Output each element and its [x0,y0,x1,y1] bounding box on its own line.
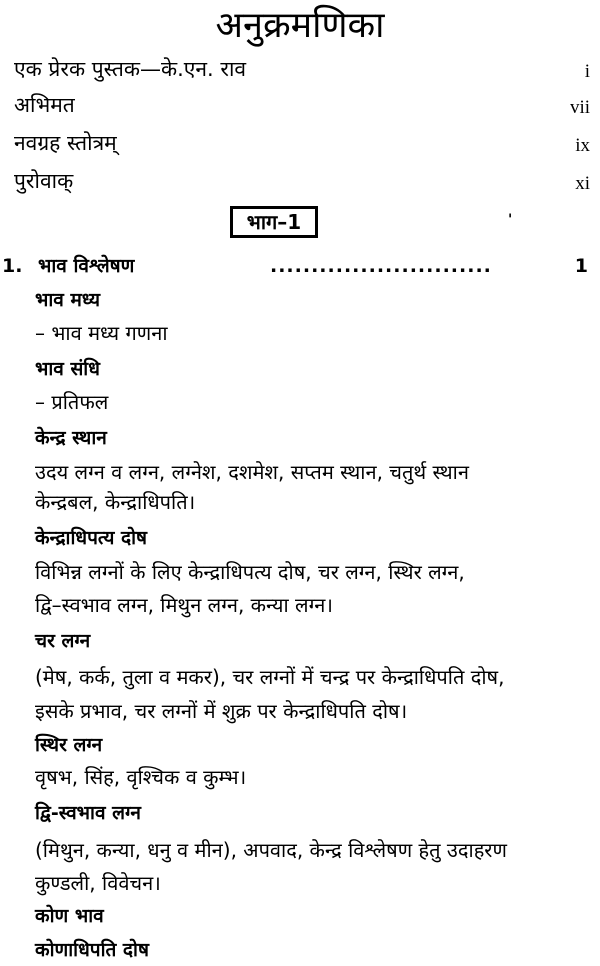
front-matter-row [14,166,590,198]
chapter-page: 1 [574,255,588,277]
section-content: उदय लग्न व लग्न, लग्नेश, दशमेश, सप्तम स्थान, चतुर्थ स्थान [35,460,469,484]
chapter-row [0,252,600,282]
section-heading: चर लग्न [35,630,91,652]
chapter-title: भाव विश्लेषण [38,255,135,277]
chapter-number: 1. [2,255,23,277]
front-matter-page: xi [575,173,590,194]
section-heading: द्वि-स्वभाव लग्न [35,802,141,824]
section-heading: केन्द्राधिपत्य दोष [35,527,148,549]
section-heading: केन्द्र स्थान [35,427,107,449]
section-content: इसके प्रभाव, चर लग्नों में शुक्र पर केन्द्राधिपति दोष। [35,699,408,723]
part-heading: भाग–1 [230,206,318,238]
section-content: केन्द्रबल, केन्द्राधिपति। [35,490,196,514]
section-heading: भाव संधि [35,358,100,380]
section-heading: भाव मध्य [35,289,100,311]
section-content: कुण्डली, विवेचन। [35,871,161,895]
front-matter-title: एक प्रेरक पुस्तक—के.एन. राव [14,57,247,81]
front-matter-page: vii [569,97,590,118]
front-matter-title: अभिमत [14,93,75,117]
section-content: – प्रतिफल [35,390,109,414]
section-content: वृषभ, सिंह, वृश्चिक व कुम्भ। [35,765,247,789]
front-matter-page: i [584,61,590,82]
page-title: अनुक्रमणिका [215,5,385,46]
front-matter-row [14,128,590,160]
section-content: (मेष, कर्क, तुला व मकर), चर लग्नों में चन्द्र पर केन्द्राधिपति दोष, [35,665,505,689]
section-heading: कोणाधिपति दोष [35,939,149,961]
section-heading: कोण भाव [35,905,104,927]
front-matter-row [14,54,590,86]
front-matter-page: ix [575,135,590,156]
section-content: (मिथुन, कन्या, धनु व मीन), अपवाद, केन्द्र विश्लेषण हेतु उदाहरण [35,838,507,862]
stray-mark: ' [508,212,513,228]
section-content: विभिन्न लग्नों के लिए केन्द्राधिपत्य दोष, चर लग्न, स्थिर लग्न, [35,560,465,584]
front-matter-title: नवग्रह स्तोत्रम् [14,131,117,155]
front-matter-row [14,90,590,122]
dot-leader: ........................... [270,255,492,277]
section-content: द्वि–स्वभाव लग्न, मिथुन लग्न, कन्या लग्न। [35,593,333,617]
front-matter-title: पुरोवाक् [14,169,74,193]
section-content: – भाव मध्य गणना [35,321,168,345]
section-heading: स्थिर लग्न [35,734,103,756]
